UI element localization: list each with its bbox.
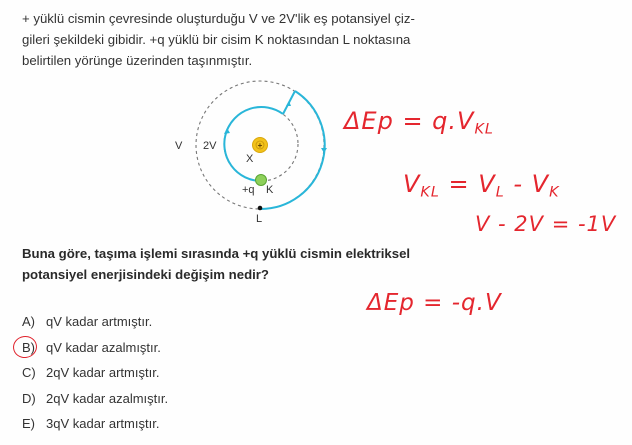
start-label: K (266, 184, 274, 196)
option-letter: C) (22, 365, 36, 381)
option-c[interactable] (22, 360, 168, 386)
k-point-icon (256, 175, 267, 186)
prompt-line-1: Buna göre, taşıma işlemi sırasında +q yüklü cismin elektriksel (22, 246, 411, 261)
charge-label: +q (242, 184, 255, 196)
option-b[interactable] (22, 335, 168, 361)
option-text: 3qV kadar artmıştır. (46, 416, 160, 432)
question-prompt (22, 243, 410, 285)
option-text: qV kadar artmıştır. (46, 314, 153, 330)
arrow-icon (224, 128, 230, 134)
option-letter: E) (22, 416, 35, 432)
annotation-potential-difference: $V_{KL} = V_L - V_K$ (403, 170, 560, 201)
annotation-calculation: V - 2V = -1V (475, 212, 617, 236)
option-a[interactable] (22, 309, 168, 335)
outer-potential-label: V (175, 140, 183, 152)
inner-potential-label: 2V (203, 140, 217, 152)
option-letter: A) (22, 314, 35, 330)
stem-line-2: gileri şekildeki gibidir. +q yüklü bir cisim K noktasından L noktasına (22, 32, 411, 47)
end-label: L (256, 213, 263, 225)
charge-sign: + (257, 141, 263, 150)
option-letter: B) (22, 339, 35, 355)
stem-line-1: + yüklü cismin çevresinde oluşturduğu V ve 2V'lik eş potansiyel çiz- (22, 11, 415, 26)
stem-line-3: belirtilen yörünge üzerinden taşınmıştır. (22, 53, 253, 68)
option-e[interactable] (22, 411, 168, 437)
annotation-result: ΔEp = -q.V (367, 290, 502, 316)
option-letter: D) (22, 390, 36, 406)
center-label: X (246, 153, 254, 165)
option-text: qV kadar azalmıştır. (46, 339, 161, 355)
answer-options (22, 309, 168, 437)
option-text: 2qV kadar artmıştır. (46, 365, 160, 381)
prompt-line-2: potansiyel enerjisindeki değişim nedir? (22, 267, 269, 282)
l-point-icon (258, 206, 263, 211)
annotation-energy-formula: $\Delta Ep = q.V_{KL}$ (344, 107, 494, 138)
option-text: 2qV kadar azalmıştır. (46, 390, 169, 406)
arrow-icon (321, 148, 327, 153)
option-d[interactable] (22, 386, 168, 412)
